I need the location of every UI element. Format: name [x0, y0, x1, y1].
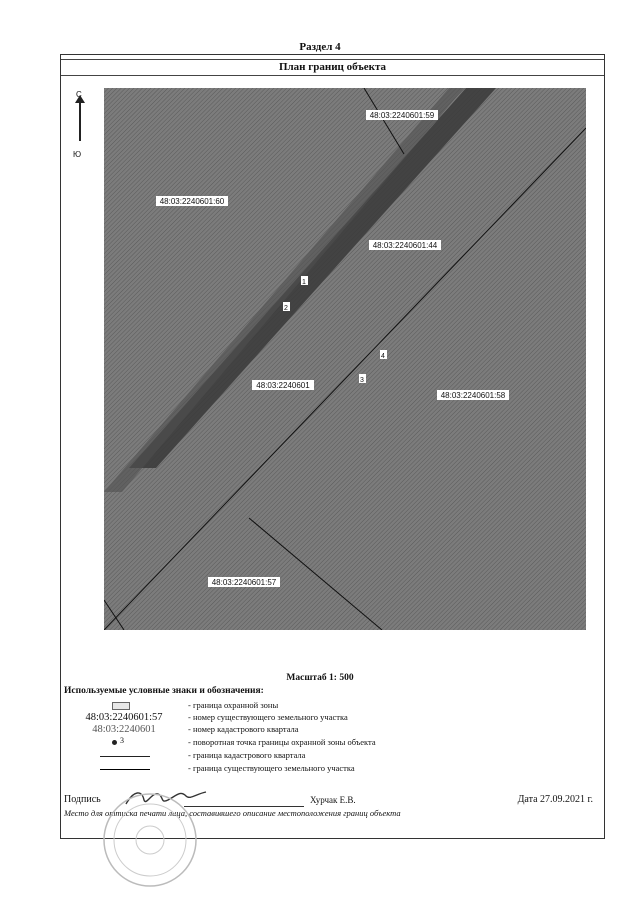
label-parcel-44 — [369, 240, 441, 250]
parcel-44-text: 48:03:2240601:44 — [372, 241, 438, 250]
legend-desc: - граница охранной зоны — [188, 700, 279, 710]
legend-row-parcel-line — [64, 763, 584, 775]
north-arrow-icon — [73, 90, 87, 160]
label-parcel-58 — [437, 390, 509, 400]
label-quarter — [252, 380, 314, 390]
quarter-line-icon — [100, 756, 150, 757]
legend-row-point — [64, 737, 584, 749]
north-label: С — [76, 90, 82, 99]
legend-desc: - поворотная точка границы охранной зоны объекта — [188, 737, 376, 747]
parcel-57-text: 48:03:2240601:57 — [211, 578, 277, 587]
seal-stamp — [100, 790, 200, 890]
parcel-line-icon — [100, 769, 150, 770]
parcel-59-text: 48:03:2240601:59 — [369, 111, 435, 120]
signature-label: Подпись — [64, 794, 101, 805]
legend-symbol — [64, 750, 184, 762]
legend-point-sample: 3 — [120, 736, 124, 745]
svg-text:4: 4 — [381, 353, 385, 360]
legend-quarter-sample: 48:03:2240601 — [92, 724, 156, 735]
legend-desc: - граница кадастрового квартала — [188, 750, 306, 760]
section-heading: Раздел 4 — [299, 41, 341, 53]
turning-point-icon — [112, 740, 117, 745]
signer-name: Хурчак Е.В. — [310, 795, 356, 805]
legend-desc: - номер кадастрового квартала — [188, 724, 299, 734]
legend-parcel-sample: 48:03:2240601:57 — [85, 712, 163, 723]
legend-row-quarter — [64, 724, 584, 736]
label-parcel-59 — [366, 110, 438, 120]
signature-date: Дата 27.09.2021 г. — [517, 794, 593, 805]
plan-title: План границ объекта — [61, 59, 604, 76]
legend-symbol — [64, 700, 184, 712]
signature-line — [184, 806, 304, 807]
legend-desc: - граница существующего земельного участка — [188, 763, 355, 773]
zone-boundary-icon — [112, 702, 130, 710]
legend-row-zone — [64, 700, 584, 712]
svg-text:2: 2 — [284, 305, 288, 312]
svg-text:1: 1 — [302, 279, 306, 286]
parcel-60-text: 48:03:2240601:60 — [159, 197, 225, 206]
svg-text:3: 3 — [360, 377, 364, 384]
legend-symbol — [64, 737, 184, 749]
quarter-text: 48:03:2240601 — [256, 381, 310, 390]
label-parcel-57 — [208, 577, 280, 587]
map-plan — [104, 88, 586, 630]
turning-point-4 — [380, 350, 387, 360]
parcel-58-text: 48:03:2240601:58 — [440, 391, 506, 400]
turning-point-2 — [283, 302, 290, 312]
legend-row-quarter-line — [64, 750, 584, 762]
scale-label: Масштаб 1: 500 — [286, 673, 354, 683]
south-label: Ю — [73, 150, 82, 159]
turning-point-1 — [301, 276, 308, 286]
legend-desc: - номер существующего земельного участка — [188, 712, 348, 722]
label-parcel-60 — [156, 196, 228, 206]
legend-row-parcel — [64, 712, 584, 724]
map-background — [104, 88, 586, 630]
legend-title: Используемые условные знаки и обозначения: — [64, 686, 264, 696]
legend-symbol — [64, 763, 184, 775]
arrow-shaft — [79, 99, 81, 141]
turning-point-3 — [359, 374, 366, 384]
stamp-caption: Место для оттиска печати лица, составившего описание местоположения границ объекта — [64, 808, 401, 818]
